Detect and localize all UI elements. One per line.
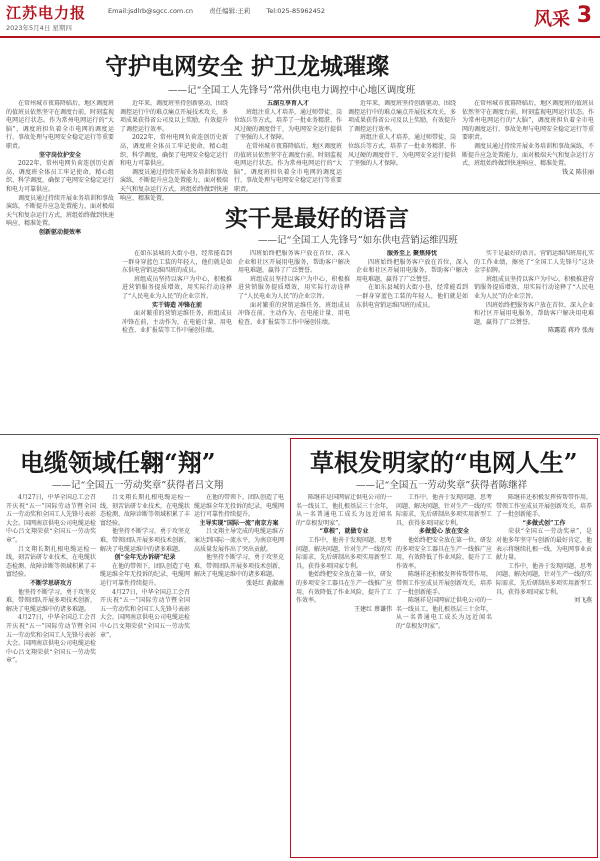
paragraph: 4月27日，中华全国总工会召开庆祝“五一”国际劳动节暨全国五一劳动奖和全国工人先锋号表彰大会。国网南京供电公司电缆运检中心吕文翔荣获“全国五一劳动奖章”。 <box>100 588 190 639</box>
paragraph: 陈继祥是国网宿迁供电公司的一名一线员工，他扎根基层三十余年，从一名普通电工成长为远近闻名的“草根发明家”。 <box>396 597 492 630</box>
paragraph: 调度员通过持续开展业务培训和事故演练，不断提升应急处置能力，面对极端天气和复杂运行方式，班组始终做到快速响应、精准处置。 <box>6 194 114 228</box>
article2-col3 <box>356 250 468 430</box>
article3-title: 电缆领域任翱“翔” <box>20 448 216 477</box>
paragraph: 实干是最好的语言。营销运维四班用扎实的工作业绩，擦亮了“全国工人先锋号”这块金字招牌。 <box>474 250 594 275</box>
article1-byline: 钱义 陈佳丽 <box>562 168 594 176</box>
paragraph: 在他的带领下，团队创造了电缆运维全年无投诉的纪录，电缆网运行可靠性持续提升。 <box>100 562 190 587</box>
paragraph: 在如东县城的大街小巷，经常能看到一群身穿蓝色工装的年轻人，他们就是如东供电营销运维四班的成员。 <box>122 250 232 275</box>
paragraph: 班组成员坚持以客户为中心，积极推进营销服务提质增效，用实际行动诠释了“人民电业为人民”的企业宗旨。 <box>122 275 232 300</box>
article2-col1 <box>122 250 232 430</box>
paragraph: 调度员通过持续开展业务培训和事故演练，不断提升应急处置能力，面对极端天气和复杂运行方式，班组始终做到快速响应、精准处置。 <box>462 142 594 168</box>
masthead-rule <box>0 36 600 38</box>
article3-subhead-3: 主导实现“国际一流”南京方案 <box>199 519 279 527</box>
paragraph: 班组成员坚持以客户为中心，积极推进营销服务提质增效，用实际行动诠释了“人民电业为人民”的企业宗旨。 <box>474 275 594 300</box>
paragraph: 近年来，调度班坚持创新驱动，围绕调控运行中的难点痛点开展技术攻关，多项成果获得省公司及以上奖励，有效提升了调控运行效率。 <box>120 100 228 133</box>
paragraph: 他坚持不断学习，勇于攻坚克难，带领团队开展多项技术创新，解决了电缆运维中的诸多难题。 <box>194 554 284 579</box>
article3-byline: 张延红 黄淑南 <box>246 579 284 587</box>
article1-subhead-3: 五湖互享育人才 <box>266 100 309 107</box>
article1-subhead-2: 创新驱动提效率 <box>38 228 81 236</box>
paragraph: 吕文翔长期扎根电缆运检一线，刻苦钻研专业技术，在电缆状态检测、故障诊断等领域积累了丰富经验。 <box>100 494 190 527</box>
paragraph: 在他的带领下，团队创造了电缆运维全年无投诉的纪录，电缆网运行可靠性持续提升。 <box>194 494 284 519</box>
paragraph: 工作中，他善于发现问题、思考问题、解决问题，针对生产一线的实际需求，先后研制出多项实用新型工具，获得多项国家专利。 <box>396 494 492 527</box>
paragraph: 荣获“全国五一劳动奖章”，是对他多年坚守与创新的最好肯定，他表示将继续扎根一线，为电网事业贡献力量。 <box>496 528 592 562</box>
paragraph: 他坚持不断学习，勇于攻坚克难，带领团队开展多项技术创新，解决了电缆运维中的诸多难题。 <box>100 528 190 553</box>
paragraph: 陈继祥还积极发挥传帮带作用，带领工作室成员开展创新攻关，培养了一批创新能手。 <box>496 494 592 519</box>
paragraph: 面对繁重的营销运维任务，班组成员冲锋在前，主动作为，在电能计量、用电检查、业扩报装等工作中屡创佳绩。 <box>238 301 350 326</box>
article1-title: 守护电网安全 护卫龙城璀璨 <box>105 53 390 80</box>
paragraph: 面对繁重的营销运维任务，班组成员冲锋在前，主动作为，在电能计量、用电检查、业扩报装等工作中屡创佳绩。 <box>122 310 232 335</box>
masthead-info <box>108 6 325 16</box>
paragraph: 工作中，他善于发现问题、思考问题、解决问题，针对生产一线的实际需求，先后研制出多项实用新型工具，获得多项国家专利。 <box>296 536 392 570</box>
paragraph: 班组成员坚持以客户为中心，积极推进营销服务提质增效，用实际行动诠释了“人民电业为人民”的企业宗旨。 <box>238 275 350 300</box>
article4-subhead-3: “多做式创”工作 <box>522 519 566 527</box>
paragraph: 四班始终把服务客户放在首位，深入企业和社区开展用电服务，帮助客户解决用电难题，赢得了广泛赞誉。 <box>356 258 468 283</box>
article4-subhead-2: 多做爱心 放在安全 <box>418 528 470 536</box>
edition-date: 2023年5月4日 星期四 <box>6 24 72 32</box>
divider <box>118 193 600 194</box>
article4-col2 <box>396 494 492 852</box>
paragraph: 在常州城市夜幕降临后，地区调度班的值班员依然坚守在调度台前，时刻监视电网运行状态。作为常州电网运行的“大脑”，调度班担负着全市电网的调度运行、事故处理与电网安全稳定运行等重要职责。 <box>234 142 342 193</box>
paragraph: 他始终把安全放在第一位，研发的多项安全工器具在生产一线推广应用，有效降低了作业风险，提升了工作效率。 <box>296 571 392 605</box>
paragraph: 班组注重人才培养，通过师带徒、岗位练兵等方式，培养了一批业务精湛、作风过硬的调度骨干，为电网安全运行提供了坚强的人才保障。 <box>234 108 342 142</box>
article2-subhead-2: 服务至上 聚焦排忧 <box>386 250 438 257</box>
editor: 责任编辑:王莉 <box>209 7 251 15</box>
article3-subtitle: ——记“全国五一劳动奖章”获得者吕文翔 <box>52 480 224 491</box>
paragraph: 在常州城市夜幕降临后，地区调度班的值班员依然坚守在调度台前，时刻监视电网运行状态。作为常州电网运行的“大脑”，调度班担负着全市电网的调度运行、事故处理与电网安全稳定运行等重要职责。 <box>462 100 594 142</box>
paper-name: 江苏电力报 <box>6 4 87 22</box>
paragraph: 吕文翔主导完成的电缆运维方案达到国际一流水平，为南京电网高质量发展作出了突出贡献。 <box>194 528 284 553</box>
article1-col5 <box>462 100 594 190</box>
paragraph: 工作中，他善于发现问题、思考问题、解决问题，针对生产一线的实际需求，先后研制出多项实用新型工具，获得多项国家专利。 <box>496 562 592 596</box>
paragraph: 在如东县城的大街小巷，经常能看到一群身穿蓝色工装的年轻人，他们就是如东供电营销运维四班的成员。 <box>356 284 468 309</box>
paragraph: 在常州城市夜幕降临后，地区调度班的值班员依然坚守在调度台前，时刻监视电网运行状态。作为常州电网运行的“大脑”，调度班担负着全市电网的调度运行、事故处理与电网安全稳定运行等重要职责。 <box>6 100 114 150</box>
article2-col2 <box>238 250 350 430</box>
article3-col3 <box>194 494 284 856</box>
paragraph: 吕文翔长期扎根电缆运检一线，刻苦钻研专业技术，在电缆状态检测、故障诊断等领域积累了丰富经验。 <box>6 545 96 579</box>
article2-title: 实干是最好的语言 <box>225 205 409 232</box>
paragraph: 四班始终把服务客户放在首位，深入企业和社区开展用电服务，帮助客户解决用电难题，赢得了广泛赞誉。 <box>238 250 350 275</box>
article1-subhead-1: 坚守岗位护安全 <box>38 151 81 159</box>
page-number: 3 <box>576 3 592 28</box>
article4-byline-2: 刘飞燕 <box>573 597 592 605</box>
paragraph: 陈继祥还积极发挥传帮带作用，带领工作室成员开展创新攻关，培养了一批创新能手。 <box>396 571 492 596</box>
article4-col1 <box>296 494 392 852</box>
section-name: 风采 <box>534 9 570 30</box>
article2-byline: 陈露霞 蒋玲 张海 <box>548 327 594 335</box>
paragraph: 2022年，常州电网负荷连创历史新高，调度班全体员工牢记使命，精心组织、科学调度，确保了电网安全稳定运行和电力可靠供应。 <box>6 160 114 193</box>
paragraph: 他始终把安全放在第一位，研发的多项安全工器具在生产一线推广应用，有效降低了作业风险，提升了工作效率。 <box>396 536 492 570</box>
article1-col4 <box>348 100 456 190</box>
paragraph: 他坚持不断学习，勇于攻坚克难，带领团队开展多项技术创新，解决了电缆运维中的诸多难题。 <box>6 588 96 613</box>
paragraph: 陈继祥是国网宿迁供电公司的一名一线员工，他扎根基层三十余年，从一名普通电工成长为远近闻名的“草根发明家”。 <box>296 494 392 527</box>
article2-col4 <box>474 250 594 430</box>
paragraph: 近年来，调度班坚持创新驱动，围绕调控运行中的难点痛点开展技术攻关，多项成果获得省公司及以上奖励，有效提升了调控运行效率。 <box>348 100 456 133</box>
article3-col2 <box>100 494 190 856</box>
paragraph: 4月27日，中华全国总工会召开庆祝“五一”国际劳动节暨全国五一劳动奖和全国工人先锋号表彰大会。国网南京供电公司电缆运检中心吕文翔荣获“全国五一劳动奖章”。 <box>6 614 96 665</box>
article1-subtitle: ——记“全国工人先锋号”常州供电电力调控中心地区调度班 <box>168 85 416 96</box>
article4-subtitle: ——记“全国五一劳动奖章”获得者陈继祥 <box>356 480 528 491</box>
paragraph: 4月27日，中华全国总工会召开庆祝“五一”国际劳动节暨全国五一劳动奖和全国工人先锋号表彰大会。国网南京供电公司电缆运检中心吕文翔荣获“全国五一劳动奖章”。 <box>6 494 96 544</box>
paragraph: 四班始终把服务客户放在首位，深入企业和社区开展用电服务，帮助客户解决用电难题，赢得了广泛赞誉。 <box>474 301 594 326</box>
article4-title: 草根发明家的“电网人生” <box>310 448 578 477</box>
paragraph: 班组注重人才培养，通过师带徒、岗位练兵等方式，培养了一批业务精湛、作风过硬的调度骨干，为电网安全运行提供了坚强的人才保障。 <box>348 134 456 168</box>
article2-subhead-1: 实干铸造 冲锋在前 <box>151 301 203 309</box>
article3-subhead-2: 创“全年无办诉研”纪录 <box>114 554 176 562</box>
email: Email:jsdlrb@sgcc.com.cn <box>108 7 194 15</box>
masthead <box>0 0 600 36</box>
divider <box>0 434 600 435</box>
tel: Tel:025-85962452 <box>266 7 326 15</box>
article4-subhead-1: “草根”，就做专业 <box>319 528 369 536</box>
article4-col3 <box>496 494 592 852</box>
article3-col1 <box>6 494 96 856</box>
paragraph: 2022年，常州电网负荷连创历史新高，调度班全体员工牢记使命，精心组织、科学调度，确保了电网安全稳定运行和电力可靠供应。 <box>120 134 228 168</box>
paragraph: 调度员通过持续开展业务培训和事故演练，不断提升应急处置能力，面对极端天气和复杂运行方式，班组始终做到快速响应、精准处置。 <box>120 168 228 202</box>
article4-byline: 王建红 蔡谦伟 <box>354 605 392 613</box>
article2-subtitle: ——记“全国工人先锋号”如东供电营销运维四班 <box>258 235 458 246</box>
article1-col1 <box>6 100 114 430</box>
article3-subhead-1: 不断学思研攻方 <box>29 579 72 587</box>
